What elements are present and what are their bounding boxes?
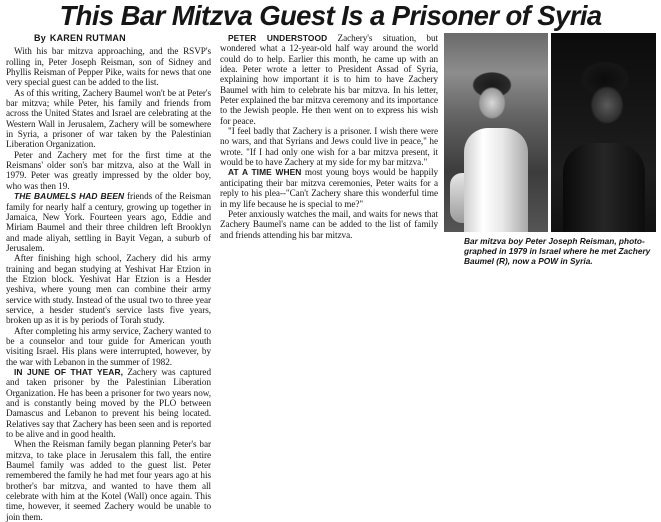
- article-column-2: [220, 33, 438, 240]
- article-paragraph: [6, 326, 211, 367]
- paragraph-lead-in: IN JUNE OF THAT YEAR,: [14, 367, 124, 377]
- article-paragraph: [6, 253, 211, 325]
- paragraph-text: After finishing high school, Zachery did his army training and began studying at Yeshivat Har Etzion in the Etzion block. Yeshivat Har Etzion is a Hesder yeshiva, where young men can combine their army service with study. Instead of the usual two to three year service, a hesder student's service lasts five years, broken up as it is by periods of Torah study.: [6, 253, 211, 326]
- paragraph-text: Peter and Zachery met for the first time at the Reismans' older son's bar mitzva, also at the Wall in 1979. Peter was greatly impressed by the older boy, who was then 19.: [6, 149, 211, 191]
- photo-boy: [444, 33, 548, 232]
- article-paragraph: [6, 439, 211, 522]
- article-paragraph: [220, 167, 438, 208]
- paragraph-text: When the Reisman family began planning Peter's bar mitzva, to take place in Jerusalem this fall, the entire Baumel family was added to the guest list. Peter remembered the family he had met four years ago at his brother's bar mitzva, and wanted to have them all celebrate with him at the Kotel (Wall) once again. This time, however, it seemed Zachery would be unable to join them.: [6, 439, 211, 522]
- column-2-body: [220, 33, 438, 240]
- caption-line: graphed in 1979 in Israel where he met Zachery: [464, 246, 651, 256]
- paragraph-lead-in: THE BAUMELS HAD BEEN: [14, 191, 125, 202]
- photo-boy-body: [464, 128, 528, 232]
- paragraph-lead-in: PETER UNDERSTOOD: [228, 33, 328, 43]
- photo-man: [551, 33, 656, 232]
- byline-prefix: By: [34, 33, 46, 43]
- article-paragraph: [220, 209, 438, 240]
- article-paragraph: [6, 88, 211, 150]
- photo-caption: [444, 236, 654, 266]
- paragraph-text: After completing his army service, Zachery wanted to be a counselor and tour guide for American youth visiting Israel. His plans were interrupted, however, by the war with Lebanon in the summer of 1982.: [6, 325, 211, 367]
- paragraph-text: Peter anxiously watches the mail, and waits for news that Zachery Baumel's name can be added to the list of family and friends attending his bar mitzva.: [220, 208, 438, 240]
- article-paragraph: [6, 46, 211, 87]
- headline: This Bar Mitzva Guest Is a Prisoner of Syria: [59, 0, 602, 31]
- article-column-1: [6, 33, 211, 522]
- paragraph-text: With his bar mitzva approaching, and the RSVP's rolling in, Peter Joseph Reisman, son of Sidney and Phyllis Reisman of Pepper Pike, waits for news that one very special guest can be added to the list.: [6, 46, 211, 88]
- byline: [34, 33, 211, 43]
- photo-man-body: [563, 143, 645, 232]
- article-paragraph: [6, 367, 211, 439]
- paragraph-text: most young boys would be happily anticipating their bar mitzva ceremonies, Peter waits for a reply to his plea--"Can't Zachery share this wonderful time in my life because he is special to me?": [220, 167, 438, 209]
- paragraph-lead-in: AT A TIME WHEN: [228, 167, 302, 178]
- paragraph-text: friends of the Reisman family for nearly half a century, growing up together in Jamaica, New York. Fourteen years ago, Eddie and Miriam Baumel and their three children left Brooklyn and made aliyah, settling in Bayit Vegan, a suburb of Jerusalem.: [6, 191, 211, 253]
- byline-author: KAREN RUTMAN: [49, 33, 126, 43]
- paragraph-text: As of this writing, Zachery Baumel won't be at Peter's bar mitzva; while Peter, his family and friends from across the United States and Israel are celebrating at the Western Wall in Jerusalem, Zachery will be somewhere in Syria, a prisoner of war taken by the Palestinian Liberation Organization.: [6, 87, 211, 150]
- column-1-body: [6, 46, 211, 522]
- article-paragraph: [220, 33, 438, 126]
- caption-line: Bar mitzva boy Peter Joseph Reisman, photo-: [464, 236, 645, 246]
- paragraph-text: Zachery's situation, but wondered what a 12-year-old half way around the world could do to help. Earlier this month, he came up with an idea. Peter wrote a letter to President Assad of Syria, explaining how important it is to him to have Zachery Baumel with him to celebrate his bar mitzva. In his letter, Peter explained the bar mitzva ceremony and its importance to the Jewish people. He then went on to express his wish for peace.: [220, 33, 438, 126]
- article-paragraph: [6, 191, 211, 253]
- article-paragraph: [6, 150, 211, 191]
- paragraph-text: "I feel badly that Zachery is a prisoner. I wish there were no wars, and that Syrians and Jews could live in peace," he wrote. "If I had only one wish for a bar mitzva present, it would be to have Zachery at my side for my bar mitzva.": [220, 126, 438, 168]
- article-paragraph: [220, 126, 438, 167]
- paragraph-text: Zachery was captured and taken prisoner by the Palestinian Liberation Organization. He has been a prisoner for two years now, and is constantly being moved by the PLO between Damascus and Lebanon to prevent his being located. Relatives say that Zachery has been seen and is reported to be alive and in good health.: [6, 367, 211, 440]
- caption-line: Baumel (R), now a POW in Syria.: [464, 256, 593, 266]
- photo-pair: [444, 33, 656, 232]
